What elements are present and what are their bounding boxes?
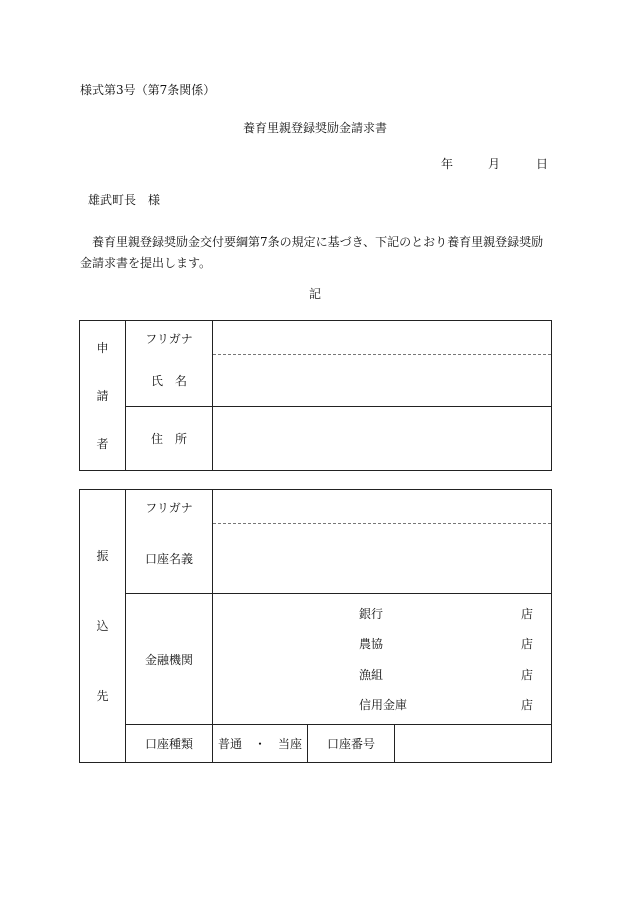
section-char: 申 bbox=[96, 340, 109, 355]
address-label: 住 所 bbox=[126, 407, 213, 471]
applicant-section-label bbox=[80, 321, 126, 471]
institution-option-row bbox=[213, 629, 551, 660]
institution-field[interactable] bbox=[213, 594, 552, 725]
applicant-table bbox=[79, 320, 552, 471]
applicant-address-field[interactable] bbox=[213, 407, 552, 471]
account-holder-field[interactable] bbox=[213, 524, 552, 594]
furigana-label: フリガナ bbox=[145, 500, 193, 515]
section-char: 振 bbox=[96, 549, 109, 563]
branch-suffix: 店 bbox=[520, 667, 533, 682]
institution-type: 漁組 bbox=[359, 667, 384, 682]
applicant-name-field[interactable] bbox=[213, 355, 552, 407]
date-day-label: 日 bbox=[536, 157, 549, 171]
section-char: 込 bbox=[96, 619, 109, 633]
section-char: 者 bbox=[96, 436, 109, 451]
section-char: 先 bbox=[96, 689, 109, 703]
furigana-label: フリガナ bbox=[145, 331, 193, 346]
account-number-field[interactable] bbox=[395, 725, 551, 762]
account-holder-label: 口座名義 bbox=[144, 552, 193, 566]
institution-option-row bbox=[213, 659, 551, 690]
institution-type: 銀行 bbox=[359, 606, 384, 621]
addressee: 雄武町長 様 bbox=[88, 193, 161, 207]
branch-suffix: 店 bbox=[520, 637, 533, 652]
institution-option-row bbox=[213, 598, 551, 629]
ki-heading: 記 bbox=[308, 287, 321, 301]
account-type-row bbox=[213, 725, 552, 763]
institution-type: 農協 bbox=[359, 637, 384, 652]
branch-suffix: 店 bbox=[520, 698, 533, 713]
institution-type: 信用金庫 bbox=[359, 698, 408, 713]
date-year-label: 年 bbox=[441, 157, 454, 171]
transfer-table bbox=[79, 489, 552, 763]
account-number-label: 口座番号 bbox=[308, 725, 395, 762]
transfer-furigana-field[interactable] bbox=[213, 490, 552, 524]
form-number: 様式第3号（第7条関係） bbox=[80, 83, 216, 97]
account-type-label: 口座種類 bbox=[126, 725, 213, 763]
document-title: 養育里親登録奨励金請求書 bbox=[242, 121, 387, 135]
transfer-section-label bbox=[80, 490, 126, 763]
account-type-options[interactable]: 普通 ・ 当座 bbox=[213, 725, 308, 762]
applicant-name-label-cell bbox=[126, 321, 213, 407]
date-month-label: 月 bbox=[488, 157, 501, 171]
institution-label: 金融機関 bbox=[126, 594, 213, 725]
institution-option-row bbox=[213, 690, 551, 721]
name-label: 氏 名 bbox=[150, 374, 187, 388]
body-text: 養育里親登録奨励金交付要綱第7条の規定に基づき、下記のとおり養育里親登録奨励金請求書を提出します。 bbox=[80, 235, 544, 270]
account-holder-label-cell bbox=[126, 490, 213, 594]
applicant-furigana-field[interactable] bbox=[213, 321, 552, 355]
section-char: 請 bbox=[96, 388, 109, 403]
branch-suffix: 店 bbox=[520, 606, 533, 621]
